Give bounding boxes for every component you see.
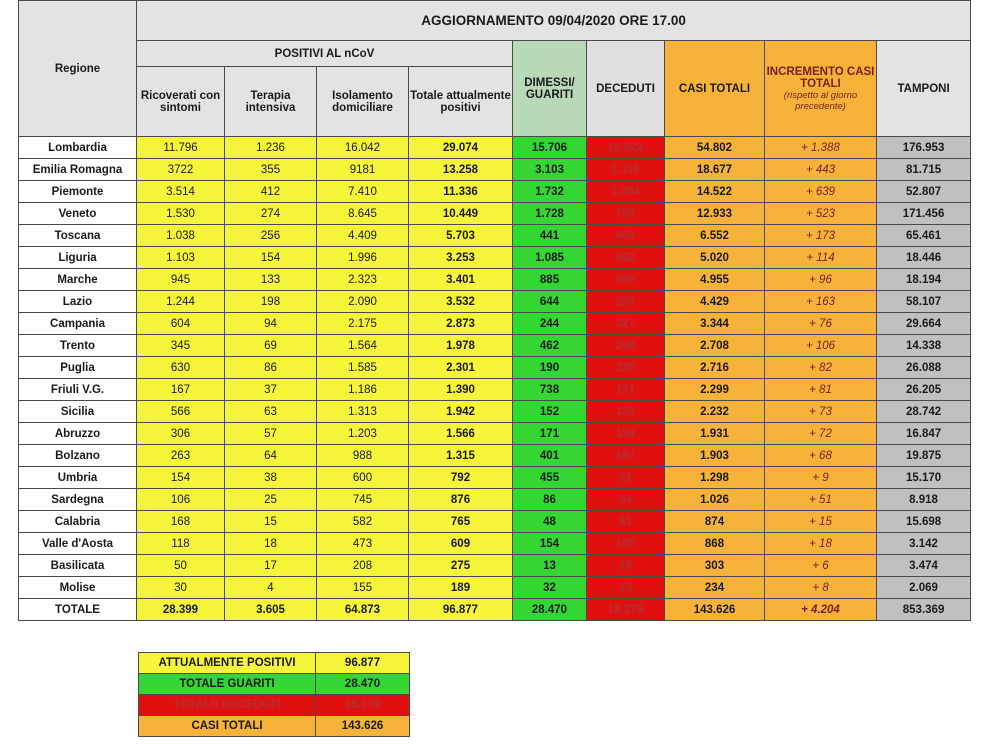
cell-totale: 876 xyxy=(409,489,513,511)
cell-casi: 143.626 xyxy=(665,599,765,621)
table-row xyxy=(19,379,971,401)
cell-incremento: + 96 xyxy=(765,269,877,291)
cell-incremento: + 106 xyxy=(765,335,877,357)
table-row xyxy=(19,401,971,423)
cell-incremento: + 114 xyxy=(765,247,877,269)
cell-tamponi: 171.456 xyxy=(877,203,971,225)
cell-ricoverati: 168 xyxy=(137,511,225,533)
cell-totale: 189 xyxy=(409,577,513,599)
cell-terapia: 355 xyxy=(225,159,317,181)
cell-incremento: + 15 xyxy=(765,511,877,533)
cell-totale: 1.315 xyxy=(409,445,513,467)
cell-tamponi: 29.664 xyxy=(877,313,971,335)
cell-regione: Sicilia xyxy=(19,401,137,423)
cell-dimessi: 885 xyxy=(513,269,587,291)
table-row xyxy=(19,291,971,313)
cell-incremento: + 51 xyxy=(765,489,877,511)
cell-ricoverati: 28.399 xyxy=(137,599,225,621)
cell-casi: 874 xyxy=(665,511,765,533)
cell-regione: Liguria xyxy=(19,247,137,269)
cell-isolamento: 1.996 xyxy=(317,247,409,269)
cell-dimessi: 244 xyxy=(513,313,587,335)
table-row xyxy=(19,159,971,181)
table-row xyxy=(19,489,971,511)
header-positivi-group: POSITIVI AL nCoV xyxy=(137,41,513,67)
summary-label: TOTALE GUARITI xyxy=(139,674,316,695)
cell-tamponi: 19.875 xyxy=(877,445,971,467)
summary-row xyxy=(139,653,410,674)
cell-isolamento: 1.186 xyxy=(317,379,409,401)
cell-tamponi: 15.170 xyxy=(877,467,971,489)
table-row xyxy=(19,577,971,599)
cell-totale: 10.449 xyxy=(409,203,513,225)
cell-isolamento: 155 xyxy=(317,577,409,599)
cell-totale: 3.401 xyxy=(409,269,513,291)
cell-regione: Abruzzo xyxy=(19,423,137,445)
cell-incremento: + 73 xyxy=(765,401,877,423)
cell-terapia: 38 xyxy=(225,467,317,489)
cell-isolamento: 7.410 xyxy=(317,181,409,203)
cell-totale: 3.253 xyxy=(409,247,513,269)
cell-regione: Friuli V.G. xyxy=(19,379,137,401)
cell-terapia: 15 xyxy=(225,511,317,533)
summary-label: ATTUALMENTE POSITIVI xyxy=(139,653,316,674)
cell-tamponi: 8.918 xyxy=(877,489,971,511)
table-row xyxy=(19,555,971,577)
cell-regione: Sardegna xyxy=(19,489,137,511)
cell-deceduti: 138 xyxy=(587,401,665,423)
cell-ricoverati: 3.514 xyxy=(137,181,225,203)
cell-dimessi: 86 xyxy=(513,489,587,511)
cell-tamponi: 28.742 xyxy=(877,401,971,423)
cell-incremento: + 8 xyxy=(765,577,877,599)
table-row xyxy=(19,203,971,225)
cell-casi: 4.429 xyxy=(665,291,765,313)
summary-label: TOTALE DECEDUTI xyxy=(139,695,316,716)
cell-incremento: + 6 xyxy=(765,555,877,577)
header-terapia: Terapia intensiva xyxy=(225,67,317,137)
table-row xyxy=(19,335,971,357)
cell-terapia: 57 xyxy=(225,423,317,445)
cell-totale: 765 xyxy=(409,511,513,533)
cell-regione: Valle d'Aosta xyxy=(19,533,137,555)
cell-ricoverati: 306 xyxy=(137,423,225,445)
cell-deceduti: 227 xyxy=(587,313,665,335)
cell-regione: Campania xyxy=(19,313,137,335)
cell-tamponi: 3.142 xyxy=(877,533,971,555)
table-row xyxy=(19,137,971,159)
cell-incremento: + 4.204 xyxy=(765,599,877,621)
page-title: AGGIORNAMENTO 09/04/2020 ORE 17.00 xyxy=(137,1,971,41)
cell-dimessi: 455 xyxy=(513,467,587,489)
cell-totale: 2.301 xyxy=(409,357,513,379)
header-ricoverati: Ricoverati con sintomi xyxy=(137,67,225,137)
cell-regione: Puglia xyxy=(19,357,137,379)
cell-ricoverati: 30 xyxy=(137,577,225,599)
cell-ricoverati: 1.038 xyxy=(137,225,225,247)
cell-deceduti: 105 xyxy=(587,533,665,555)
cell-deceduti: 669 xyxy=(587,269,665,291)
cell-deceduti: 225 xyxy=(587,357,665,379)
cell-casi: 12.933 xyxy=(665,203,765,225)
cell-deceduti: 194 xyxy=(587,423,665,445)
cell-terapia: 63 xyxy=(225,401,317,423)
cell-isolamento: 745 xyxy=(317,489,409,511)
cell-dimessi: 441 xyxy=(513,225,587,247)
cell-isolamento: 1.564 xyxy=(317,335,409,357)
summary-value: 18.279 xyxy=(316,695,410,716)
cell-tamponi: 16.847 xyxy=(877,423,971,445)
cell-ricoverati: 167 xyxy=(137,379,225,401)
cell-deceduti: 64 xyxy=(587,489,665,511)
cell-incremento: + 9 xyxy=(765,467,877,489)
cell-dimessi: 152 xyxy=(513,401,587,423)
cell-ricoverati: 50 xyxy=(137,555,225,577)
cell-dimessi: 3.103 xyxy=(513,159,587,181)
cell-tamponi: 65.461 xyxy=(877,225,971,247)
cell-tamponi: 18.194 xyxy=(877,269,971,291)
cell-incremento: + 173 xyxy=(765,225,877,247)
cell-regione: Molise xyxy=(19,577,137,599)
cell-totale: 1.942 xyxy=(409,401,513,423)
cell-isolamento: 600 xyxy=(317,467,409,489)
cell-ricoverati: 106 xyxy=(137,489,225,511)
cell-terapia: 274 xyxy=(225,203,317,225)
cell-ricoverati: 154 xyxy=(137,467,225,489)
cell-casi: 1.931 xyxy=(665,423,765,445)
summary-label: CASI TOTALI xyxy=(139,716,316,737)
summary-value: 96.877 xyxy=(316,653,410,674)
cell-totale: 11.336 xyxy=(409,181,513,203)
cell-deceduti: 682 xyxy=(587,247,665,269)
cell-totale: 96.877 xyxy=(409,599,513,621)
covid-data-table xyxy=(18,0,971,621)
cell-regione: Trento xyxy=(19,335,137,357)
cell-tamponi: 58.107 xyxy=(877,291,971,313)
cell-terapia: 133 xyxy=(225,269,317,291)
table-row xyxy=(19,467,971,489)
cell-dimessi: 154 xyxy=(513,533,587,555)
cell-regione: Emilia Romagna xyxy=(19,159,137,181)
header-incremento-sub: (rispetto al giorno precedente) xyxy=(783,89,858,112)
cell-totale: 275 xyxy=(409,555,513,577)
cell-isolamento: 1.313 xyxy=(317,401,409,423)
cell-isolamento: 2.090 xyxy=(317,291,409,313)
table-row xyxy=(19,247,971,269)
cell-totale: 3.532 xyxy=(409,291,513,313)
cell-terapia: 256 xyxy=(225,225,317,247)
cell-deceduti: 1.454 xyxy=(587,181,665,203)
cell-casi: 18.677 xyxy=(665,159,765,181)
cell-totale: 2.873 xyxy=(409,313,513,335)
cell-regione: Calabria xyxy=(19,511,137,533)
cell-incremento: + 1.388 xyxy=(765,137,877,159)
summary-value: 143.626 xyxy=(316,716,410,737)
cell-isolamento: 9181 xyxy=(317,159,409,181)
cell-casi: 2.299 xyxy=(665,379,765,401)
table-row xyxy=(19,269,971,291)
cell-terapia: 154 xyxy=(225,247,317,269)
table-row xyxy=(19,445,971,467)
cell-totale: 13.258 xyxy=(409,159,513,181)
cell-ricoverati: 11.796 xyxy=(137,137,225,159)
cell-dimessi: 462 xyxy=(513,335,587,357)
cell-deceduti: 187 xyxy=(587,445,665,467)
cell-tamponi: 26.088 xyxy=(877,357,971,379)
cell-totale: 29.074 xyxy=(409,137,513,159)
cell-casi: 2.232 xyxy=(665,401,765,423)
header-regione: Regione xyxy=(19,1,137,137)
cell-casi: 2.716 xyxy=(665,357,765,379)
cell-isolamento: 1.203 xyxy=(317,423,409,445)
cell-incremento: + 68 xyxy=(765,445,877,467)
cell-dimessi: 32 xyxy=(513,577,587,599)
cell-totale: 792 xyxy=(409,467,513,489)
cell-deceduti: 253 xyxy=(587,291,665,313)
cell-incremento: + 72 xyxy=(765,423,877,445)
cell-dimessi: 48 xyxy=(513,511,587,533)
header-deceduti: DECEDUTI xyxy=(587,41,665,137)
cell-casi: 234 xyxy=(665,577,765,599)
cell-dimessi: 171 xyxy=(513,423,587,445)
cell-deceduti: 13 xyxy=(587,577,665,599)
cell-casi: 868 xyxy=(665,533,765,555)
summary-row xyxy=(139,716,410,737)
table-row xyxy=(19,313,971,335)
cell-terapia: 69 xyxy=(225,335,317,357)
table-row-total xyxy=(19,599,971,621)
cell-tamponi: 3.474 xyxy=(877,555,971,577)
cell-dimessi: 401 xyxy=(513,445,587,467)
cell-dimessi: 738 xyxy=(513,379,587,401)
cell-isolamento: 988 xyxy=(317,445,409,467)
cell-tamponi: 81.715 xyxy=(877,159,971,181)
cell-ricoverati: 604 xyxy=(137,313,225,335)
cell-incremento: + 163 xyxy=(765,291,877,313)
cell-deceduti: 408 xyxy=(587,225,665,247)
cell-casi: 54.802 xyxy=(665,137,765,159)
cell-regione: Toscana xyxy=(19,225,137,247)
cell-ricoverati: 1.244 xyxy=(137,291,225,313)
header-incremento xyxy=(765,41,877,137)
table-row xyxy=(19,533,971,555)
cell-ricoverati: 3722 xyxy=(137,159,225,181)
header-dimessi: DIMESSI/ GUARITI xyxy=(513,41,587,137)
cell-ricoverati: 118 xyxy=(137,533,225,555)
table-row xyxy=(19,423,971,445)
table-row xyxy=(19,511,971,533)
header-totale-positivi: Totale attualmente positivi xyxy=(409,67,513,137)
cell-dimessi: 28.470 xyxy=(513,599,587,621)
cell-isolamento: 2.323 xyxy=(317,269,409,291)
cell-terapia: 412 xyxy=(225,181,317,203)
cell-casi: 4.955 xyxy=(665,269,765,291)
cell-incremento: + 443 xyxy=(765,159,877,181)
cell-totale: 609 xyxy=(409,533,513,555)
cell-totale: 1.566 xyxy=(409,423,513,445)
cell-ricoverati: 1.103 xyxy=(137,247,225,269)
cell-dimessi: 190 xyxy=(513,357,587,379)
cell-tamponi: 18.446 xyxy=(877,247,971,269)
cell-dimessi: 15.706 xyxy=(513,137,587,159)
header-tamponi: TAMPONI xyxy=(877,41,971,137)
cell-isolamento: 208 xyxy=(317,555,409,577)
cell-totale: 5.703 xyxy=(409,225,513,247)
cell-tamponi: 14.338 xyxy=(877,335,971,357)
cell-tamponi: 176.953 xyxy=(877,137,971,159)
summary-value: 28.470 xyxy=(316,674,410,695)
cell-isolamento: 16.042 xyxy=(317,137,409,159)
cell-regione: TOTALE xyxy=(19,599,137,621)
cell-isolamento: 473 xyxy=(317,533,409,555)
table-body xyxy=(19,137,971,621)
cell-ricoverati: 630 xyxy=(137,357,225,379)
cell-dimessi: 644 xyxy=(513,291,587,313)
summary-table xyxy=(138,652,410,737)
cell-regione: Lombardia xyxy=(19,137,137,159)
cell-isolamento: 1.585 xyxy=(317,357,409,379)
cell-terapia: 1.236 xyxy=(225,137,317,159)
cell-deceduti: 171 xyxy=(587,379,665,401)
cell-casi: 3.344 xyxy=(665,313,765,335)
cell-terapia: 25 xyxy=(225,489,317,511)
cell-tamponi: 26.205 xyxy=(877,379,971,401)
cell-dimessi: 13 xyxy=(513,555,587,577)
cell-incremento: + 523 xyxy=(765,203,877,225)
summary-row xyxy=(139,695,410,716)
cell-ricoverati: 945 xyxy=(137,269,225,291)
cell-incremento: + 76 xyxy=(765,313,877,335)
cell-casi: 2.708 xyxy=(665,335,765,357)
summary-row xyxy=(139,674,410,695)
cell-dimessi: 1.728 xyxy=(513,203,587,225)
cell-totale: 1.390 xyxy=(409,379,513,401)
header-isolamento: Isolamento domiciliare xyxy=(317,67,409,137)
cell-deceduti: 2.316 xyxy=(587,159,665,181)
cell-regione: Veneto xyxy=(19,203,137,225)
cell-casi: 1.026 xyxy=(665,489,765,511)
header-incremento-title: INCREMENTO CASI TOTALI xyxy=(766,65,875,90)
cell-totale: 1.978 xyxy=(409,335,513,357)
cell-deceduti: 61 xyxy=(587,511,665,533)
table-row xyxy=(19,225,971,247)
cell-regione: Bolzano xyxy=(19,445,137,467)
cell-regione: Lazio xyxy=(19,291,137,313)
cell-deceduti: 756 xyxy=(587,203,665,225)
cell-deceduti: 15 xyxy=(587,555,665,577)
cell-ricoverati: 345 xyxy=(137,335,225,357)
cell-incremento: + 18 xyxy=(765,533,877,555)
cell-tamponi: 2.069 xyxy=(877,577,971,599)
cell-terapia: 4 xyxy=(225,577,317,599)
cell-isolamento: 2.175 xyxy=(317,313,409,335)
cell-terapia: 94 xyxy=(225,313,317,335)
cell-deceduti: 51 xyxy=(587,467,665,489)
cell-terapia: 3.605 xyxy=(225,599,317,621)
cell-incremento: + 639 xyxy=(765,181,877,203)
cell-regione: Basilicata xyxy=(19,555,137,577)
cell-tamponi: 853.369 xyxy=(877,599,971,621)
cell-deceduti: 10.022 xyxy=(587,137,665,159)
header-casi-totali: CASI TOTALI xyxy=(665,41,765,137)
cell-incremento: + 81 xyxy=(765,379,877,401)
cell-casi: 1.903 xyxy=(665,445,765,467)
cell-terapia: 198 xyxy=(225,291,317,313)
cell-ricoverati: 566 xyxy=(137,401,225,423)
cell-dimessi: 1.732 xyxy=(513,181,587,203)
cell-terapia: 86 xyxy=(225,357,317,379)
cell-isolamento: 8.645 xyxy=(317,203,409,225)
cell-casi: 6.552 xyxy=(665,225,765,247)
cell-terapia: 64 xyxy=(225,445,317,467)
cell-regione: Umbria xyxy=(19,467,137,489)
cell-isolamento: 64.873 xyxy=(317,599,409,621)
cell-isolamento: 4.409 xyxy=(317,225,409,247)
cell-terapia: 37 xyxy=(225,379,317,401)
cell-isolamento: 582 xyxy=(317,511,409,533)
cell-casi: 303 xyxy=(665,555,765,577)
cell-casi: 5.020 xyxy=(665,247,765,269)
cell-ricoverati: 1.530 xyxy=(137,203,225,225)
cell-terapia: 17 xyxy=(225,555,317,577)
table-row xyxy=(19,181,971,203)
table-row xyxy=(19,357,971,379)
cell-terapia: 18 xyxy=(225,533,317,555)
cell-regione: Marche xyxy=(19,269,137,291)
cell-deceduti: 268 xyxy=(587,335,665,357)
cell-ricoverati: 263 xyxy=(137,445,225,467)
cell-regione: Piemonte xyxy=(19,181,137,203)
cell-dimessi: 1.085 xyxy=(513,247,587,269)
cell-casi: 14.522 xyxy=(665,181,765,203)
cell-deceduti: 18.279 xyxy=(587,599,665,621)
cell-tamponi: 15.698 xyxy=(877,511,971,533)
cell-incremento: + 82 xyxy=(765,357,877,379)
cell-casi: 1.298 xyxy=(665,467,765,489)
cell-tamponi: 52.807 xyxy=(877,181,971,203)
